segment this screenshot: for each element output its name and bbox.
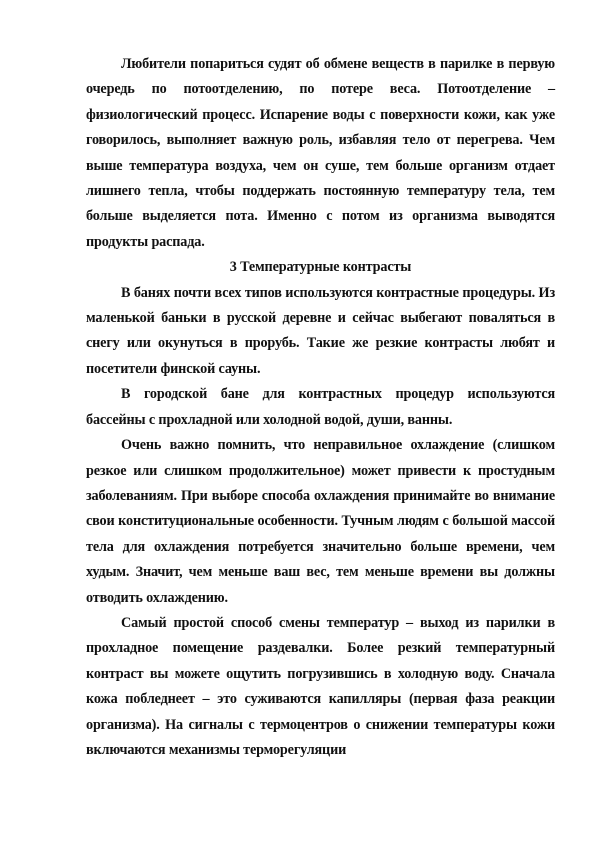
paragraph-sweating: Любители попариться судят об обмене веществ в парилке в первую очередь по потоотделению, по потере веса. Потоотделение – физиологический процесс. Испарение воды с поверхности кожи, как уже говорилось, выполняет важную роль, избавляя тело от перегрева. Чем выше температура воздуха, чем он суше, тем больше организм отдает лишнего тепла, чтобы поддержать постоянную температуру тела, тем больше выделяется пота. Именно с потом из организма выводятся продукты распада. xyxy=(86,56,555,250)
paragraph-city-bath: В городской бане для контрастных процедур используются бассейны с прохладной или холодной водой, души, ванны. xyxy=(86,386,555,428)
section-heading: 3 Температурные контрасты xyxy=(229,259,412,276)
paragraph-cooling-warning: Очень важно помнить, что неправильное охлаждение (слишком резкое или слишком продолжительное) может привести к простудным заболеваниям. При выборе способа охлаждения принимайте во внимание свои конституциональные особенности. Тучным людям с большой массой тела для охлаждения потребуется значительно больше времени, чем худым. Значит, чем меньше ваш вес, тем меньше времени вы должны отводить охлаждению. xyxy=(86,437,555,606)
paragraph-contrast-procedures: В банях почти всех типов используются контрастные процедуры. Из маленькой баньки в русской деревне и сейчас выбегают поваляться в снегу или окунуться в прорубь. Такие же резкие контрасты любят и посетители финской сауны. xyxy=(86,284,555,377)
paragraph-temperature-change: Самый простой способ смены температур – выход из парилки в прохладное помещение раздевалки. Более резкий температурный контраст вы можете ощутить погрузившись в холодную воду. Сначала кожа побледнеет – это суживаются капилляры (первая фаза реакции организма). На сигналы с термоцентров о снижении температуры кожи включаются механизмы терморегуляции xyxy=(86,614,555,758)
document-page xyxy=(86,52,555,763)
